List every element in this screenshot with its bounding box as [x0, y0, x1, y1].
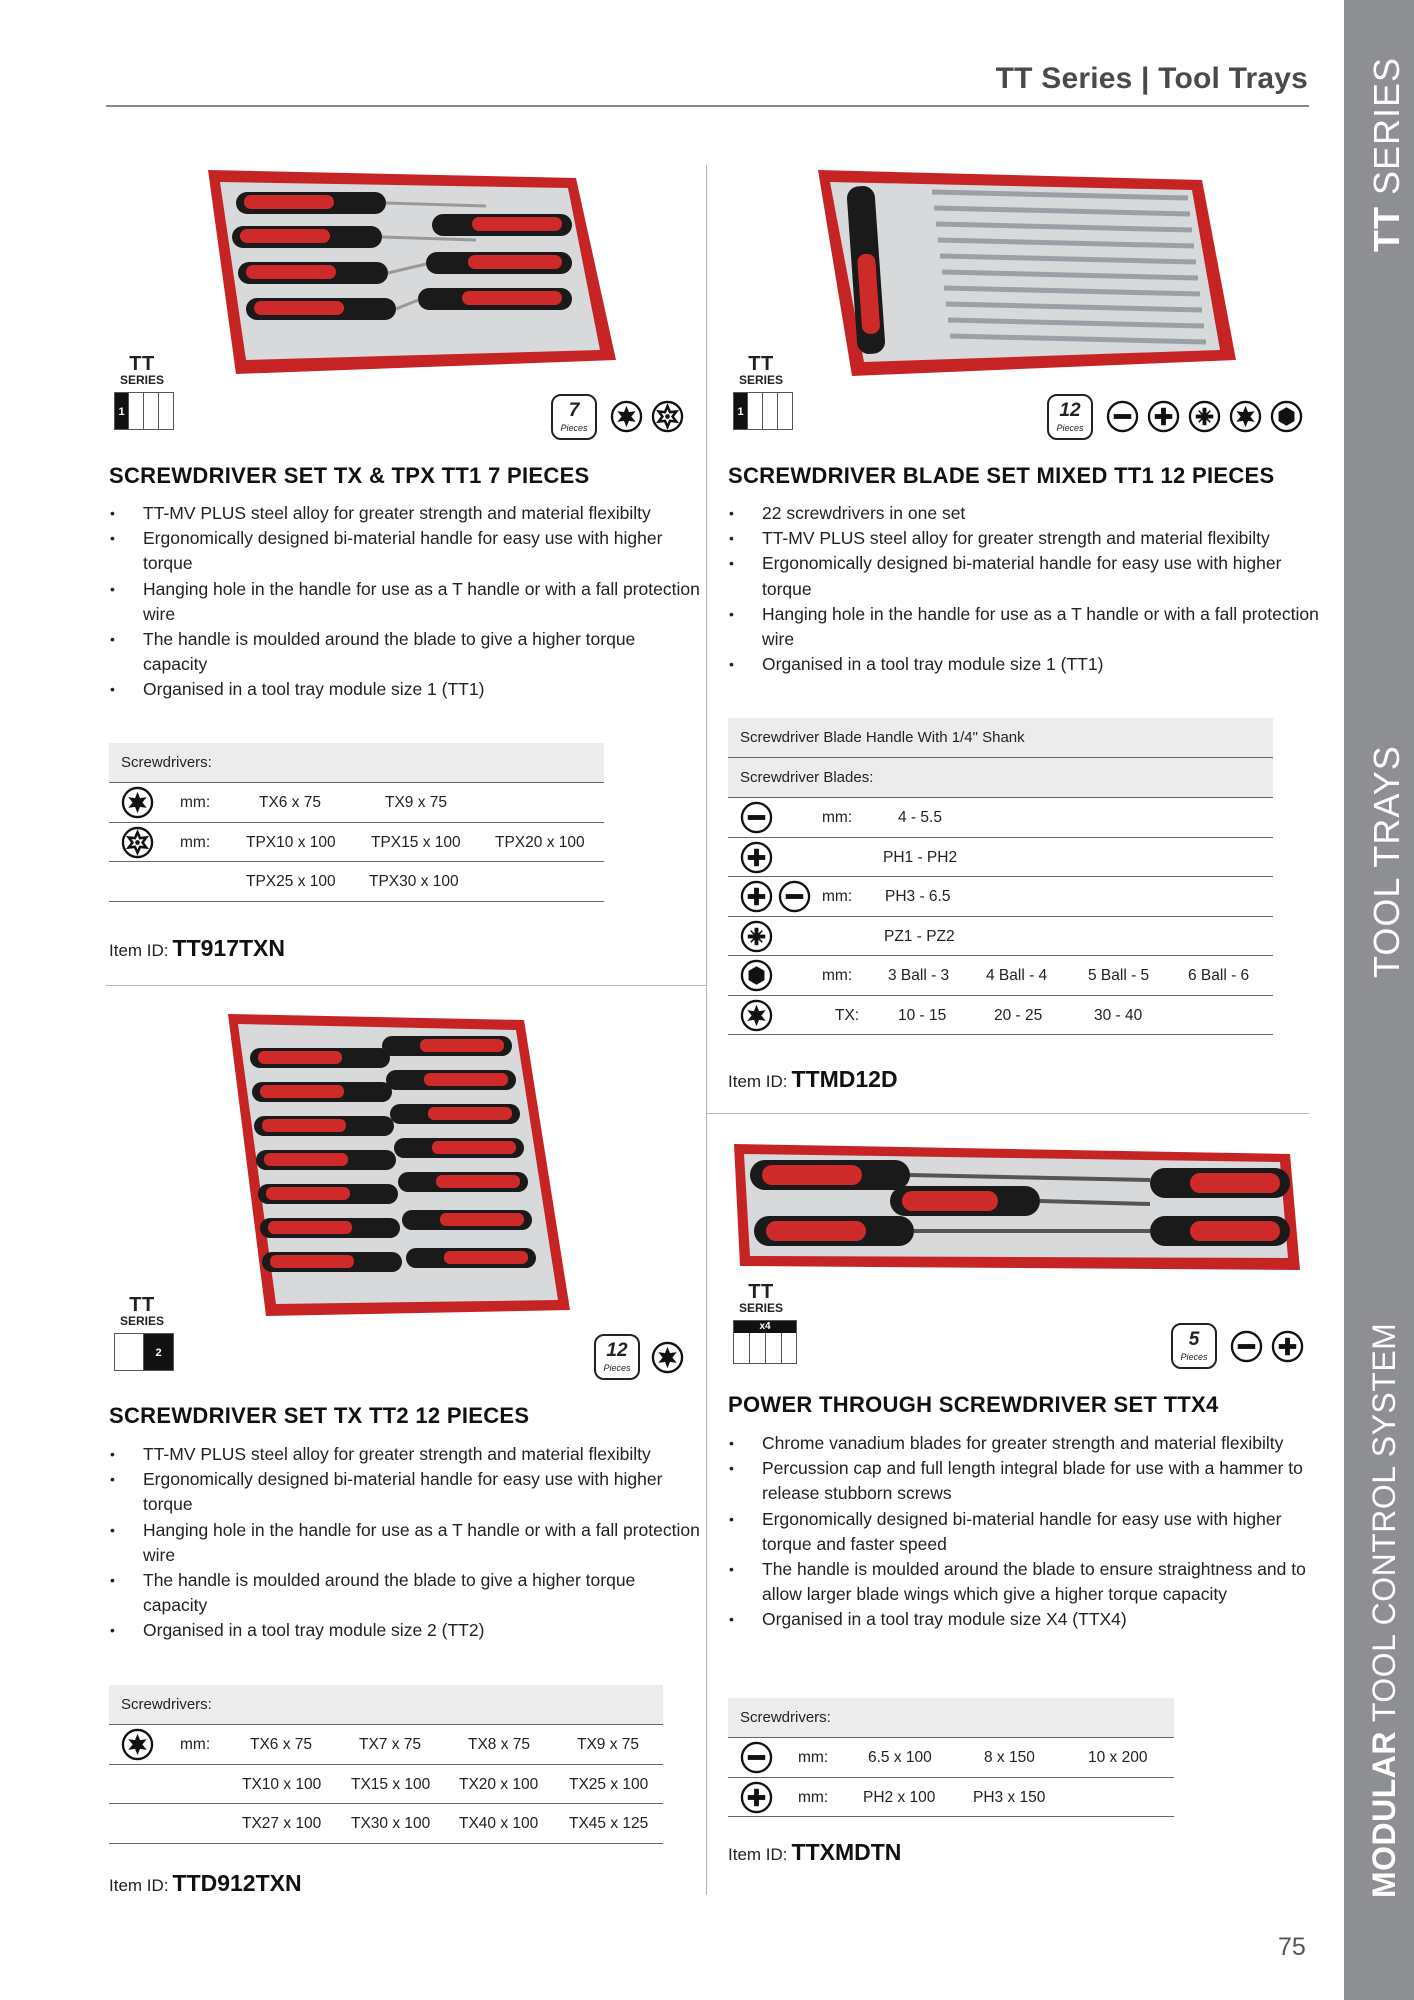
table-row: mm: TX6 x 75 TX7 x 75 TX8 x 75 TX9 x 75: [109, 1725, 663, 1765]
product-image-tt917txn: [196, 164, 622, 380]
feature-item: • Ergonomically designed bi-material handle for easy use with higher torque: [110, 526, 700, 576]
spec-subheader: Screwdriver Blades:: [728, 758, 1273, 798]
hex-icon: [740, 959, 773, 992]
feature-item: • Ergonomically designed bi-material handle for easy use with higher torque: [110, 1467, 700, 1517]
column-divider: [706, 165, 707, 1895]
pieces-count-badge: 5 Pieces: [1171, 1323, 1217, 1369]
phillips-icon: [740, 880, 773, 913]
slotted-icon: [778, 880, 811, 913]
spec-table: [109, 1685, 663, 1844]
left-row-divider: [106, 985, 706, 986]
x4-module-box: x4: [733, 1320, 797, 1364]
table-row: mm: 3 Ball - 3 4 Ball - 4 5 Ball - 5 6 Ball - 6: [728, 956, 1273, 996]
spec-table: [109, 743, 604, 902]
sidebar-modular-label: MODULAR TOOL CONTROL SYSTEM: [1366, 1322, 1402, 1898]
sidebar-tt-series-label: TT SERIES: [1366, 56, 1407, 252]
spec-header: Screwdrivers:: [728, 1698, 1174, 1738]
item-id: Item ID: TTXMDTN: [728, 1839, 902, 1865]
feature-item: • The handle is moulded around the blade to give a higher torque capacity: [110, 1568, 700, 1618]
tt-series-badge: TT SERIES 1: [733, 355, 793, 430]
table-row: mm: 4 - 5.5: [728, 798, 1273, 838]
table-row: TX10 x 100 TX15 x 100 TX20 x 100 TX25 x 100: [109, 1765, 663, 1805]
feature-item: • Hanging hole in the handle for use as a T handle or with a fall protection wire: [729, 602, 1319, 652]
phillips-icon: [740, 1781, 773, 1814]
torx-icon: [740, 999, 773, 1032]
torx-icon: [651, 1341, 684, 1374]
slotted-icon: [740, 801, 773, 834]
table-row: mm: TX6 x 75 TX9 x 75: [109, 783, 604, 823]
item-id: Item ID: TTMD12D: [728, 1066, 898, 1092]
product-title: SCREWDRIVER BLADE SET MIXED TT1 12 PIECES: [728, 463, 1275, 488]
pozidriv-icon: [740, 920, 773, 953]
spec-header: Screwdrivers:: [109, 743, 604, 783]
feature-item: • Hanging hole in the handle for use as a T handle or with a fall protection wire: [110, 1518, 700, 1568]
pozidriv-icon: [1188, 400, 1221, 433]
spec-table: [728, 1698, 1174, 1817]
spec-header: Screwdrivers:: [109, 1685, 663, 1725]
product-image-ttmd12d: [812, 164, 1240, 380]
feature-item: • Percussion cap and full length integral blade for use with a hammer to release stubborn screws: [729, 1456, 1319, 1506]
phillips-icon: [1147, 400, 1180, 433]
table-row: mm: TPX10 x 100 TPX15 x 100 TPX20 x 100: [109, 823, 604, 863]
header-divider: [106, 105, 1309, 107]
feature-item: • Organised in a tool tray module size 1 (TT1): [110, 677, 700, 702]
feature-item: • TT-MV PLUS steel alloy for greater strength and material flexibilty: [110, 1442, 700, 1467]
drive-type-icons: [610, 400, 684, 433]
table-row: TPX25 x 100 TPX30 x 100: [109, 862, 604, 902]
item-id: Item ID: TT917TXN: [109, 935, 285, 961]
feature-item: • Organised in a tool tray module size 1 (TT1): [729, 652, 1319, 677]
feature-list: [110, 1442, 700, 1644]
feature-item: • The handle is moulded around the blade to give a higher torque capacity: [110, 627, 700, 677]
feature-item: • TT-MV PLUS steel alloy for greater strength and material flexibilty: [729, 526, 1319, 551]
table-row: TX: 10 - 15 20 - 25 30 - 40: [728, 996, 1273, 1036]
phillips-icon: [1271, 1330, 1304, 1363]
drive-type-icons: [651, 1341, 684, 1374]
pieces-count-badge: 7 Pieces: [551, 394, 597, 440]
table-row: mm: 6.5 x 100 8 x 150 10 x 200: [728, 1738, 1174, 1778]
torx-icon: [610, 400, 643, 433]
product-title: SCREWDRIVER SET TX TT2 12 PIECES: [109, 1403, 530, 1428]
feature-list: [729, 501, 1319, 677]
tt-series-badge: TT SERIES 2: [114, 1296, 174, 1371]
hex-icon: [1270, 400, 1303, 433]
product-image-ttd912txn: [222, 1010, 574, 1318]
feature-item: • Organised in a tool tray module size X4 (TTX4): [729, 1607, 1319, 1632]
feature-list: [110, 501, 700, 703]
pieces-count-badge: 12 Pieces: [1047, 394, 1093, 440]
product-title: SCREWDRIVER SET TX & TPX TT1 7 PIECES: [109, 463, 590, 488]
spec-table: [728, 718, 1273, 1035]
table-row: mm: PH3 - 6.5: [728, 877, 1273, 917]
product-image-ttxmdtn: [730, 1140, 1302, 1276]
table-row: mm: PH2 x 100 PH3 x 150: [728, 1778, 1174, 1818]
table-row: PZ1 - PZ2: [728, 917, 1273, 957]
spec-header: Screwdriver Blade Handle With 1/4" Shank: [728, 718, 1273, 758]
torx-icon: [1229, 400, 1262, 433]
tt-series-badge: TT SERIES x4: [733, 1283, 797, 1364]
slotted-icon: [1106, 400, 1139, 433]
sidebar-tool-trays-label: TOOL TRAYS: [1366, 745, 1407, 978]
page-title: TT Series | Tool Trays: [995, 62, 1308, 95]
torx-plus-icon: [651, 400, 684, 433]
torx-plus-icon: [121, 826, 154, 859]
drive-type-icons: [1230, 1330, 1304, 1363]
page-number: 75: [1278, 1933, 1306, 1961]
drive-type-icons: [1106, 400, 1303, 433]
feature-item: • Chrome vanadium blades for greater strength and material flexibilty: [729, 1431, 1319, 1456]
torx-icon: [121, 786, 154, 819]
slotted-icon: [740, 1741, 773, 1774]
feature-item: • The handle is moulded around the blade to ensure straightness and to allow larger blade wings which give a higher torque capacity: [729, 1557, 1319, 1607]
feature-item: • Hanging hole in the handle for use as a T handle or with a fall protection wire: [110, 577, 700, 627]
feature-item: • Ergonomically designed bi-material handle for easy use with higher torque: [729, 551, 1319, 601]
feature-item: • 22 screwdrivers in one set: [729, 501, 1319, 526]
item-id: Item ID: TTD912TXN: [109, 1870, 302, 1896]
right-row-divider: [707, 1113, 1309, 1114]
tt-series-badge: TT SERIES 1: [114, 355, 174, 430]
pieces-count-badge: 12 Pieces: [594, 1334, 640, 1380]
feature-item: • Ergonomically designed bi-material handle for easy use with higher torque and faster speed: [729, 1507, 1319, 1557]
feature-list: [729, 1431, 1319, 1633]
table-row: PH1 - PH2: [728, 838, 1273, 878]
slotted-icon: [1230, 1330, 1263, 1363]
phillips-icon: [740, 841, 773, 874]
torx-icon: [121, 1728, 154, 1761]
product-title: POWER THROUGH SCREWDRIVER SET TTX4: [728, 1392, 1219, 1417]
feature-item: • TT-MV PLUS steel alloy for greater strength and material flexibilty: [110, 501, 700, 526]
table-row: TX27 x 100 TX30 x 100 TX40 x 100 TX45 x 125: [109, 1804, 663, 1844]
feature-item: • Organised in a tool tray module size 2 (TT2): [110, 1618, 700, 1643]
